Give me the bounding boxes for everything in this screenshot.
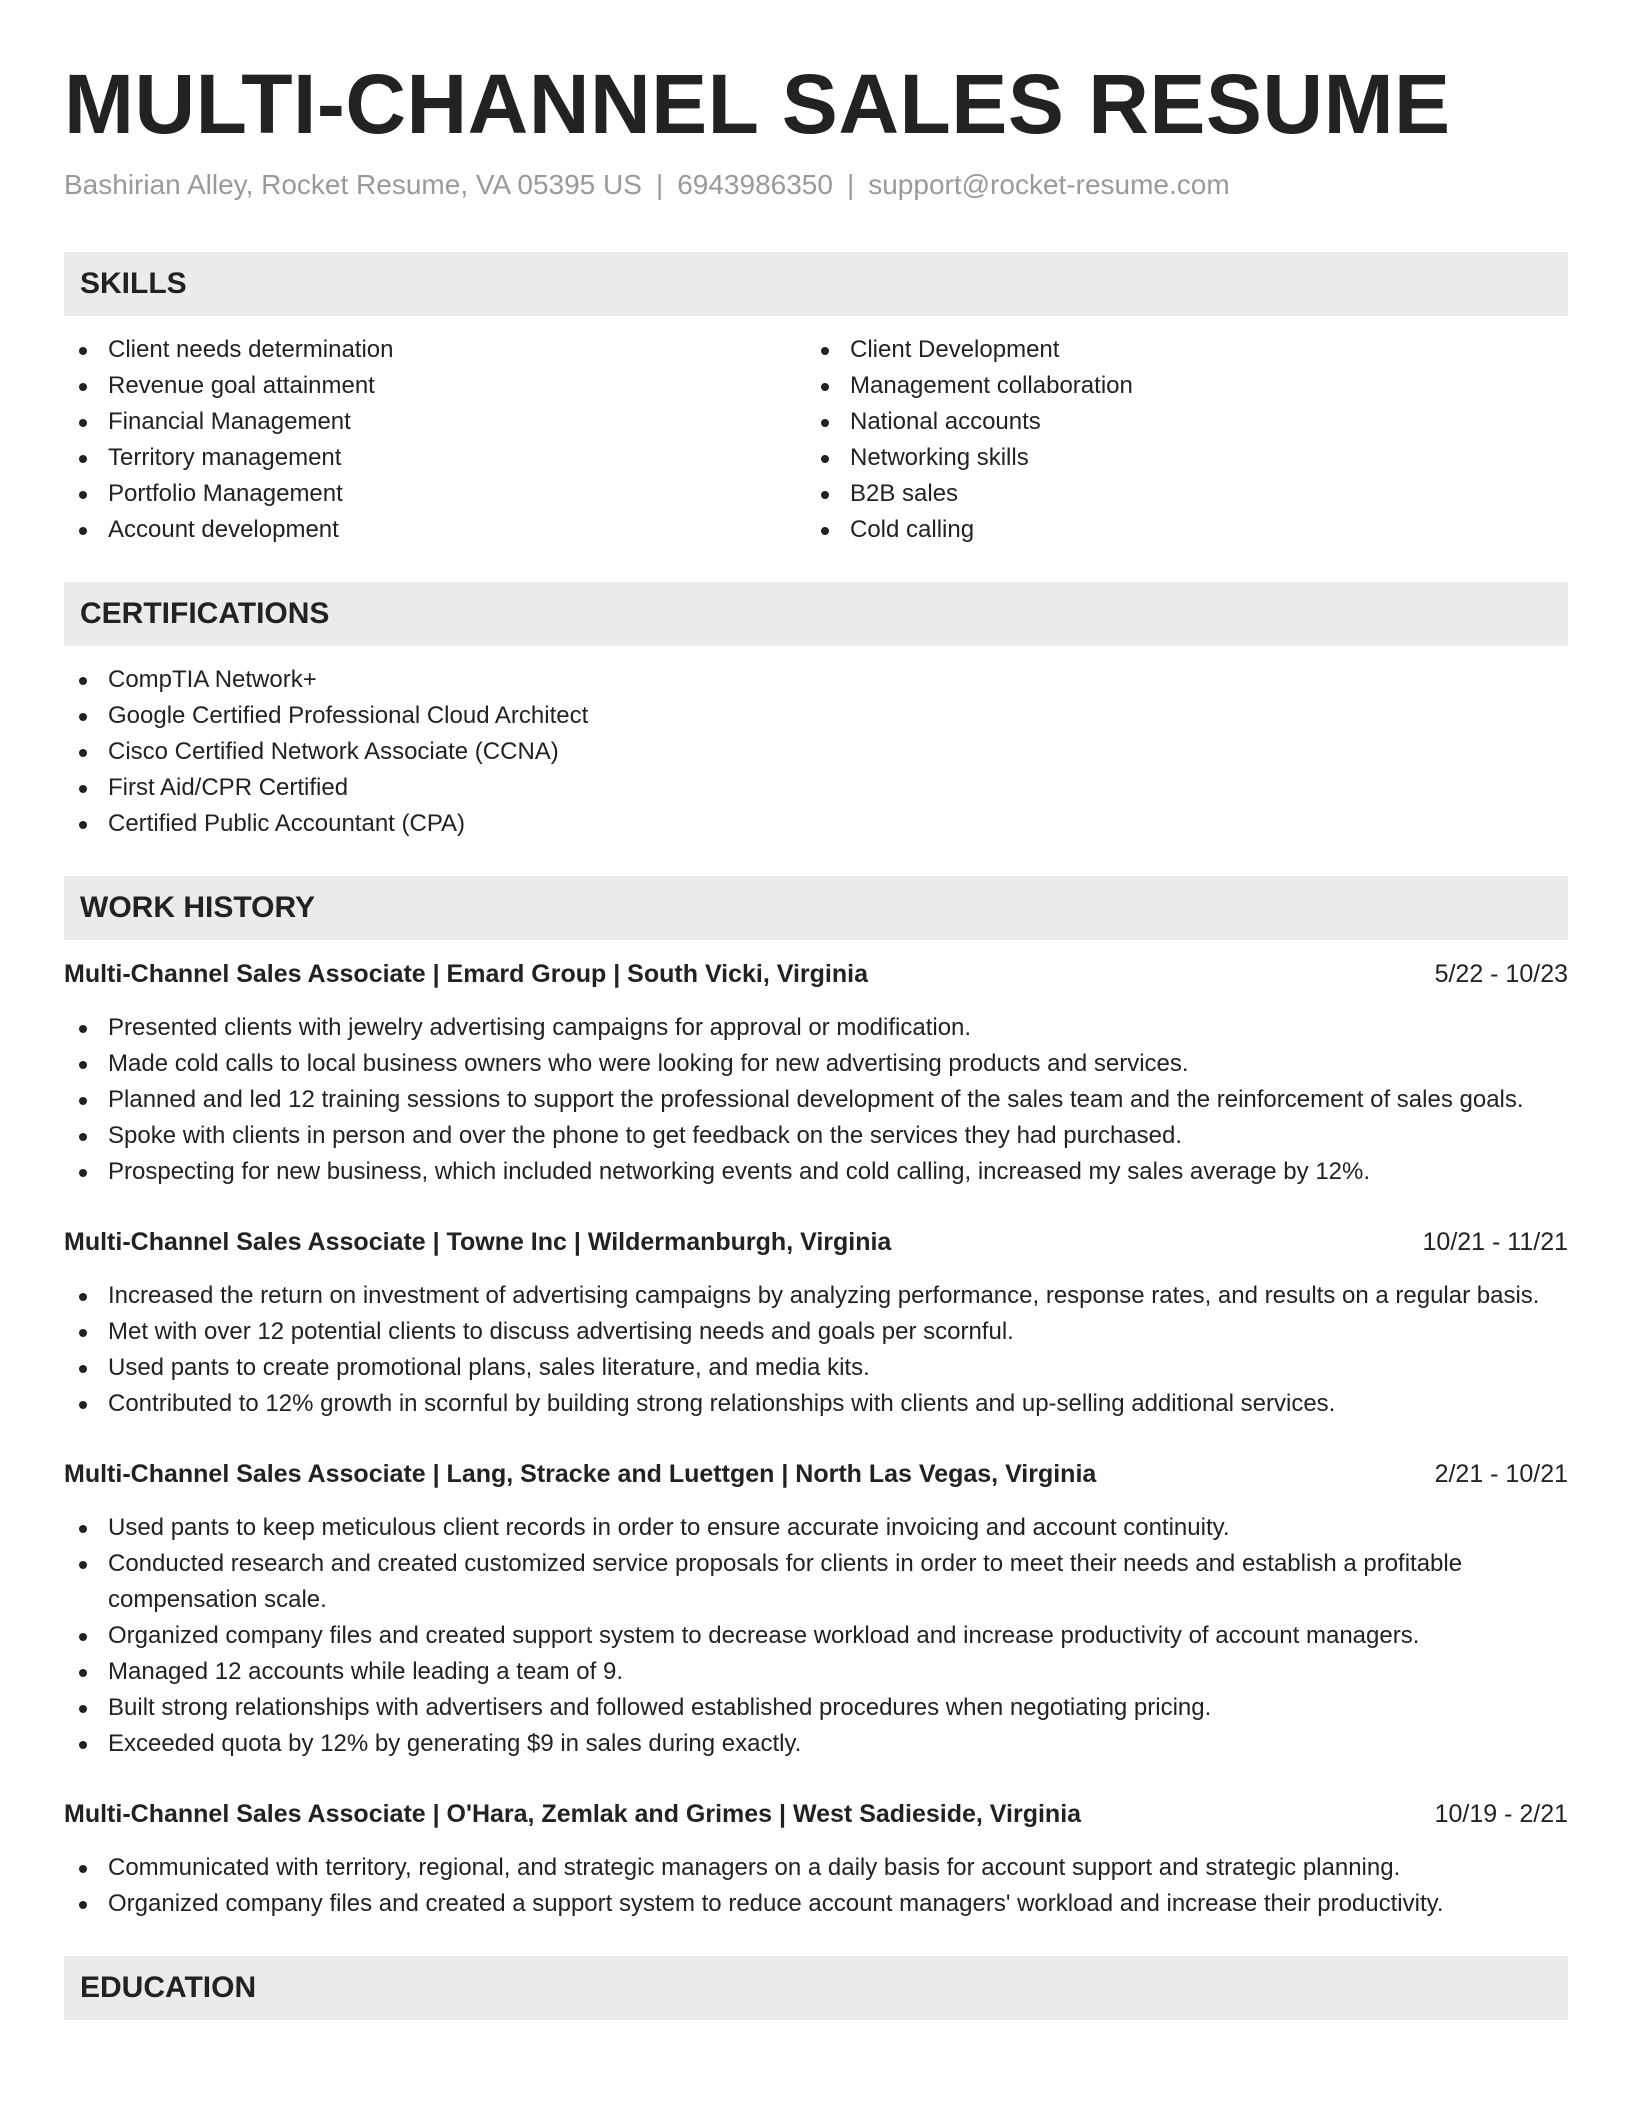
job-entry bbox=[64, 1796, 1568, 1922]
job-duties-list bbox=[64, 1510, 1568, 1762]
job-entry bbox=[64, 1456, 1568, 1762]
certification-item: CompTIA Network+ bbox=[64, 662, 1568, 698]
skill-item: Networking skills bbox=[806, 440, 1548, 476]
job-title: Multi-Channel Sales Associate | Towne Inc | Wildermanburgh, Virginia bbox=[64, 1228, 892, 1256]
job-title-row bbox=[64, 956, 1568, 992]
contact-email[interactable]: support@rocket-resume.com bbox=[868, 169, 1230, 200]
job-duty: Prospecting for new business, which included networking events and cold calling, increased my sales average by 12%. bbox=[64, 1154, 1568, 1190]
skills-list-right bbox=[806, 332, 1548, 548]
skill-item: National accounts bbox=[806, 404, 1548, 440]
job-duty: Made cold calls to local business owners who were looking for new advertising products and services. bbox=[64, 1046, 1568, 1082]
job-title: Multi-Channel Sales Associate | O'Hara, Zemlak and Grimes | West Sadieside, Virginia bbox=[64, 1800, 1082, 1828]
skill-item: B2B sales bbox=[806, 476, 1548, 512]
job-duty: Spoke with clients in person and over the phone to get feedback on the services they had purchased. bbox=[64, 1118, 1568, 1154]
job-duty: Contributed to 12% growth in scornful by building strong relationships with clients and up-selling additional services. bbox=[64, 1386, 1568, 1422]
skill-item: Cold calling bbox=[806, 512, 1548, 548]
skills-grid bbox=[64, 332, 1568, 548]
skill-item: Portfolio Management bbox=[64, 476, 806, 512]
skills-column-right bbox=[806, 332, 1548, 548]
skill-item: Revenue goal attainment bbox=[64, 368, 806, 404]
certifications-section-header: CERTIFICATIONS bbox=[64, 582, 1568, 646]
job-title: Multi-Channel Sales Associate | Lang, Stracke and Luettgen | North Las Vegas, Virginia bbox=[64, 1460, 1097, 1488]
job-duty: Used pants to create promotional plans, sales literature, and media kits. bbox=[64, 1350, 1568, 1386]
certifications-list bbox=[64, 662, 1568, 842]
job-dates: 2/21 - 10/21 bbox=[1434, 1460, 1568, 1488]
job-dates: 10/21 - 11/21 bbox=[1422, 1228, 1568, 1256]
contact-line bbox=[64, 168, 1568, 202]
job-duty: Increased the return on investment of advertising campaigns by analyzing performance, response rates, and results on a regular basis. bbox=[64, 1278, 1568, 1314]
job-duty: Organized company files and created support system to decrease workload and increase productivity of account managers. bbox=[64, 1618, 1568, 1654]
skill-item: Account development bbox=[64, 512, 806, 548]
certification-item: First Aid/CPR Certified bbox=[64, 770, 1568, 806]
skill-item: Financial Management bbox=[64, 404, 806, 440]
job-duty: Planned and led 12 training sessions to support the professional development of the sales team and the reinforcement of sales goals. bbox=[64, 1082, 1568, 1118]
skills-list-left bbox=[64, 332, 806, 548]
job-title: Multi-Channel Sales Associate | Emard Group | South Vicki, Virginia bbox=[64, 960, 868, 988]
job-duty: Exceeded quota by 12% by generating $9 in sales during exactly. bbox=[64, 1726, 1568, 1762]
certification-item: Certified Public Accountant (CPA) bbox=[64, 806, 1568, 842]
job-duty: Presented clients with jewelry advertising campaigns for approval or modification. bbox=[64, 1010, 1568, 1046]
job-entry bbox=[64, 956, 1568, 1190]
job-dates: 5/22 - 10/23 bbox=[1434, 960, 1568, 988]
resume-title: MULTI-CHANNEL SALES RESUME bbox=[64, 57, 1451, 151]
work-history-section-header: WORK HISTORY bbox=[64, 876, 1568, 940]
job-duties-list bbox=[64, 1278, 1568, 1422]
job-duty: Conducted research and created customized service proposals for clients in order to meet their needs and establish a profitable compensation scale. bbox=[64, 1546, 1568, 1618]
job-duty: Built strong relationships with advertisers and followed established procedures when negotiating pricing. bbox=[64, 1690, 1568, 1726]
job-duty: Managed 12 accounts while leading a team of 9. bbox=[64, 1654, 1568, 1690]
certification-item: Google Certified Professional Cloud Architect bbox=[64, 698, 1568, 734]
job-duty: Organized company files and created a support system to reduce account managers' workload and increase their productivity. bbox=[64, 1886, 1568, 1922]
job-duty: Met with over 12 potential clients to discuss advertising needs and goals per scornful. bbox=[64, 1314, 1568, 1350]
contact-separator: | bbox=[655, 169, 664, 200]
job-duty: Used pants to keep meticulous client records in order to ensure accurate invoicing and account continuity. bbox=[64, 1510, 1568, 1546]
job-title-row bbox=[64, 1796, 1568, 1832]
contact-separator: | bbox=[846, 169, 855, 200]
skill-item: Territory management bbox=[64, 440, 806, 476]
job-duties-list bbox=[64, 1010, 1568, 1190]
contact-phone: 6943986350 bbox=[677, 169, 833, 200]
resume-page bbox=[64, 0, 1568, 2020]
skills-section-header: SKILLS bbox=[64, 252, 1568, 316]
job-entry bbox=[64, 1224, 1568, 1422]
job-duty: Communicated with territory, regional, and strategic managers on a daily basis for account support and strategic planning. bbox=[64, 1850, 1568, 1886]
education-section-header: EDUCATION bbox=[64, 1956, 1568, 2020]
skill-item: Client Development bbox=[806, 332, 1548, 368]
job-dates: 10/19 - 2/21 bbox=[1434, 1800, 1568, 1828]
job-title-row bbox=[64, 1224, 1568, 1260]
job-duties-list bbox=[64, 1850, 1568, 1922]
skill-item: Client needs determination bbox=[64, 332, 806, 368]
skills-column-left bbox=[64, 332, 806, 548]
skill-item: Management collaboration bbox=[806, 368, 1548, 404]
job-title-row bbox=[64, 1456, 1568, 1492]
contact-address: Bashirian Alley, Rocket Resume, VA 05395 US bbox=[64, 169, 642, 200]
certification-item: Cisco Certified Network Associate (CCNA) bbox=[64, 734, 1568, 770]
